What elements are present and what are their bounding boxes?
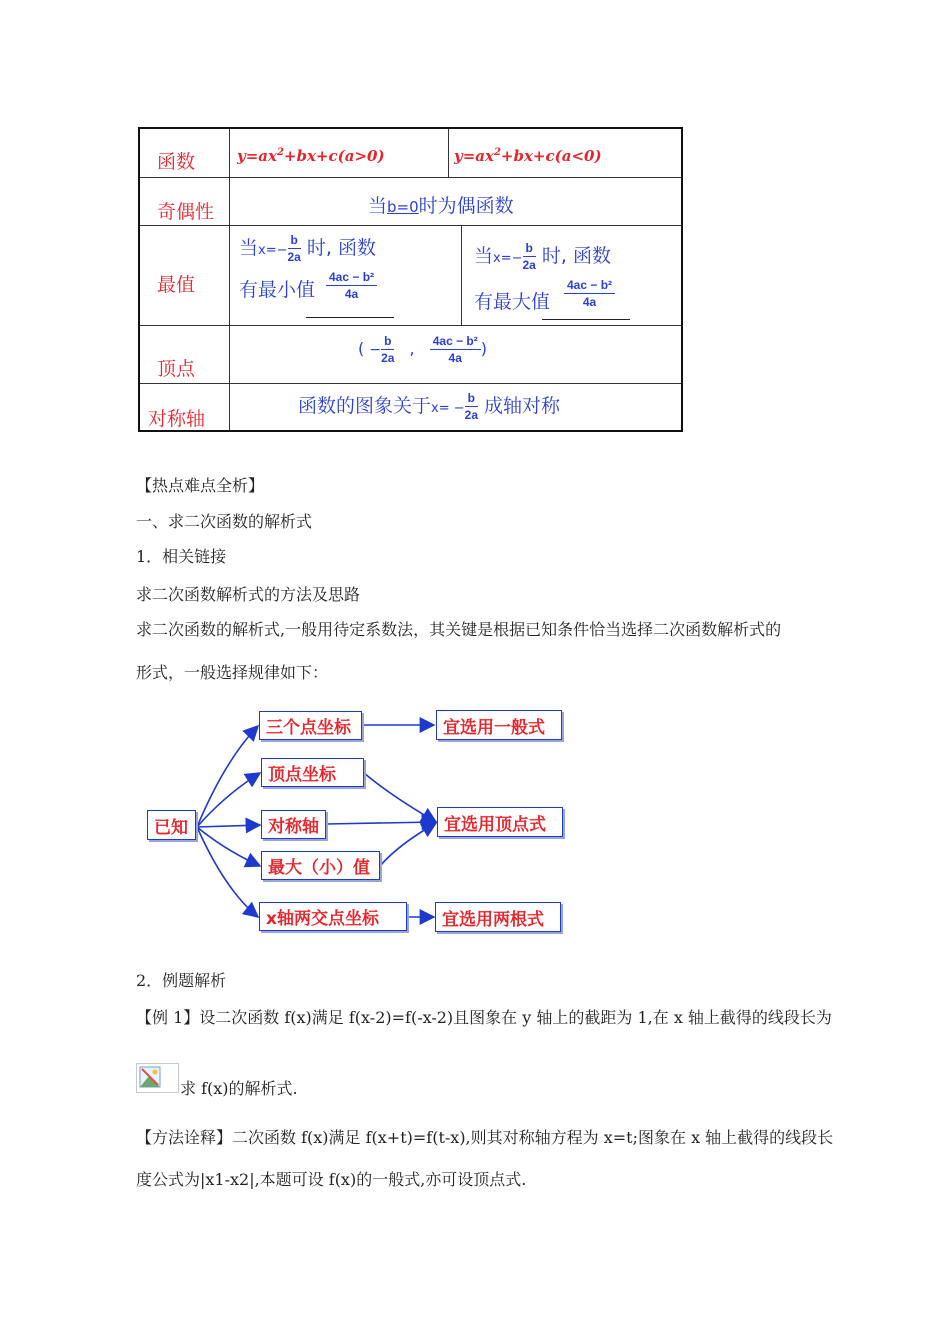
flow-input-vertex: 顶点坐标 [261,758,364,787]
row-label-axis: 对称轴 [148,408,206,430]
subheading-methods: 求二次函数解析式的方法及思路 [136,585,361,604]
row-label-extreme: 最值 [157,274,196,296]
flow-known: 已知 [147,810,196,840]
parity-text: 当b=0时为偶函数 [368,195,514,217]
flow-input-extreme: 最大（小）值 [261,851,380,880]
heading-quadratic-expression: 一、求二次函数的解析式 [136,512,313,531]
formula-a-positive: $y=ax^2+bx+c(a>0)$ [237,147,385,165]
min-condition: 当x=− $\frac{b}{2a}$ 时, 函数 [239,233,376,264]
heading-example-analysis: 2．例题解析 [136,971,227,990]
flow-output-root-form: 宜选用两根式 [435,902,561,932]
broken-image-icon [136,1063,179,1093]
axis-text: 函数的图象关于x= − $\frac{b}{2a}$ 成轴对称 [298,391,561,422]
row-label-vertex: 顶点 [157,358,196,380]
method-tag: 【方法诠释】 [136,1128,233,1147]
section-heading: 【热点难点全析】 [136,476,265,495]
vertex-coordinates: ( − $\frac{b}{2a}$ , $\frac{\text{4ac − b²}}{4a}$ ) [358,334,487,365]
max-value-text: 有最大值 [474,291,551,313]
paragraph-line-2: 形式，一般选择规律如下： [136,663,329,682]
method-line-2: 度公式为|x1-x2|,本题可设 f(x)的一般式,亦可设顶点式. [136,1170,527,1189]
max-condition: 当x=− $\frac{b}{2a}$ 时, 函数 [474,241,611,272]
example-1-line-2: 求 f(x)的解析式. [180,1079,298,1098]
row-label-function: 函数 [157,151,196,173]
min-value-text: 有最小值 [239,279,316,301]
flow-input-axis: 对称轴 [261,810,326,839]
max-value-fraction: $\frac{\text{4ac − b²}}{4a}$ [564,279,615,308]
min-value-fraction: $\frac{\text{4ac − b²}}{4a}$ [326,271,377,300]
formula-a-negative: $y=ax^2+bx+c(a<0)$ [454,147,602,165]
method-line-1: 【方法诠释】二次函数 f(x)满足 f(x+t)=f(t-x),则其对称轴方程为 x=t;图象在 x 轴上截得的线段长 [136,1128,834,1147]
row-label-parity: 奇偶性 [157,201,215,223]
flow-input-x-intercepts: x轴两交点坐标 [259,902,407,931]
example-tag: 【例 1】 [136,1008,200,1027]
flow-output-general-form: 宜选用一般式 [436,710,562,740]
flow-output-vertex-form: 宜选用顶点式 [437,807,563,837]
paragraph-line-1: 求二次函数的解析式,一般用待定系数法，其关键是根据已知条件恰当选择二次函数解析式的 [136,620,782,639]
example-1-line-1: 【例 1】设二次函数 f(x)满足 f(x-2)=f(-x-2)且图象在 y 轴上的截距为 1,在 x 轴上截得的线段长为 [136,1008,832,1027]
flow-input-three-points: 三个点坐标 [259,711,362,740]
heading-related-links: 1．相关链接 [136,547,227,566]
